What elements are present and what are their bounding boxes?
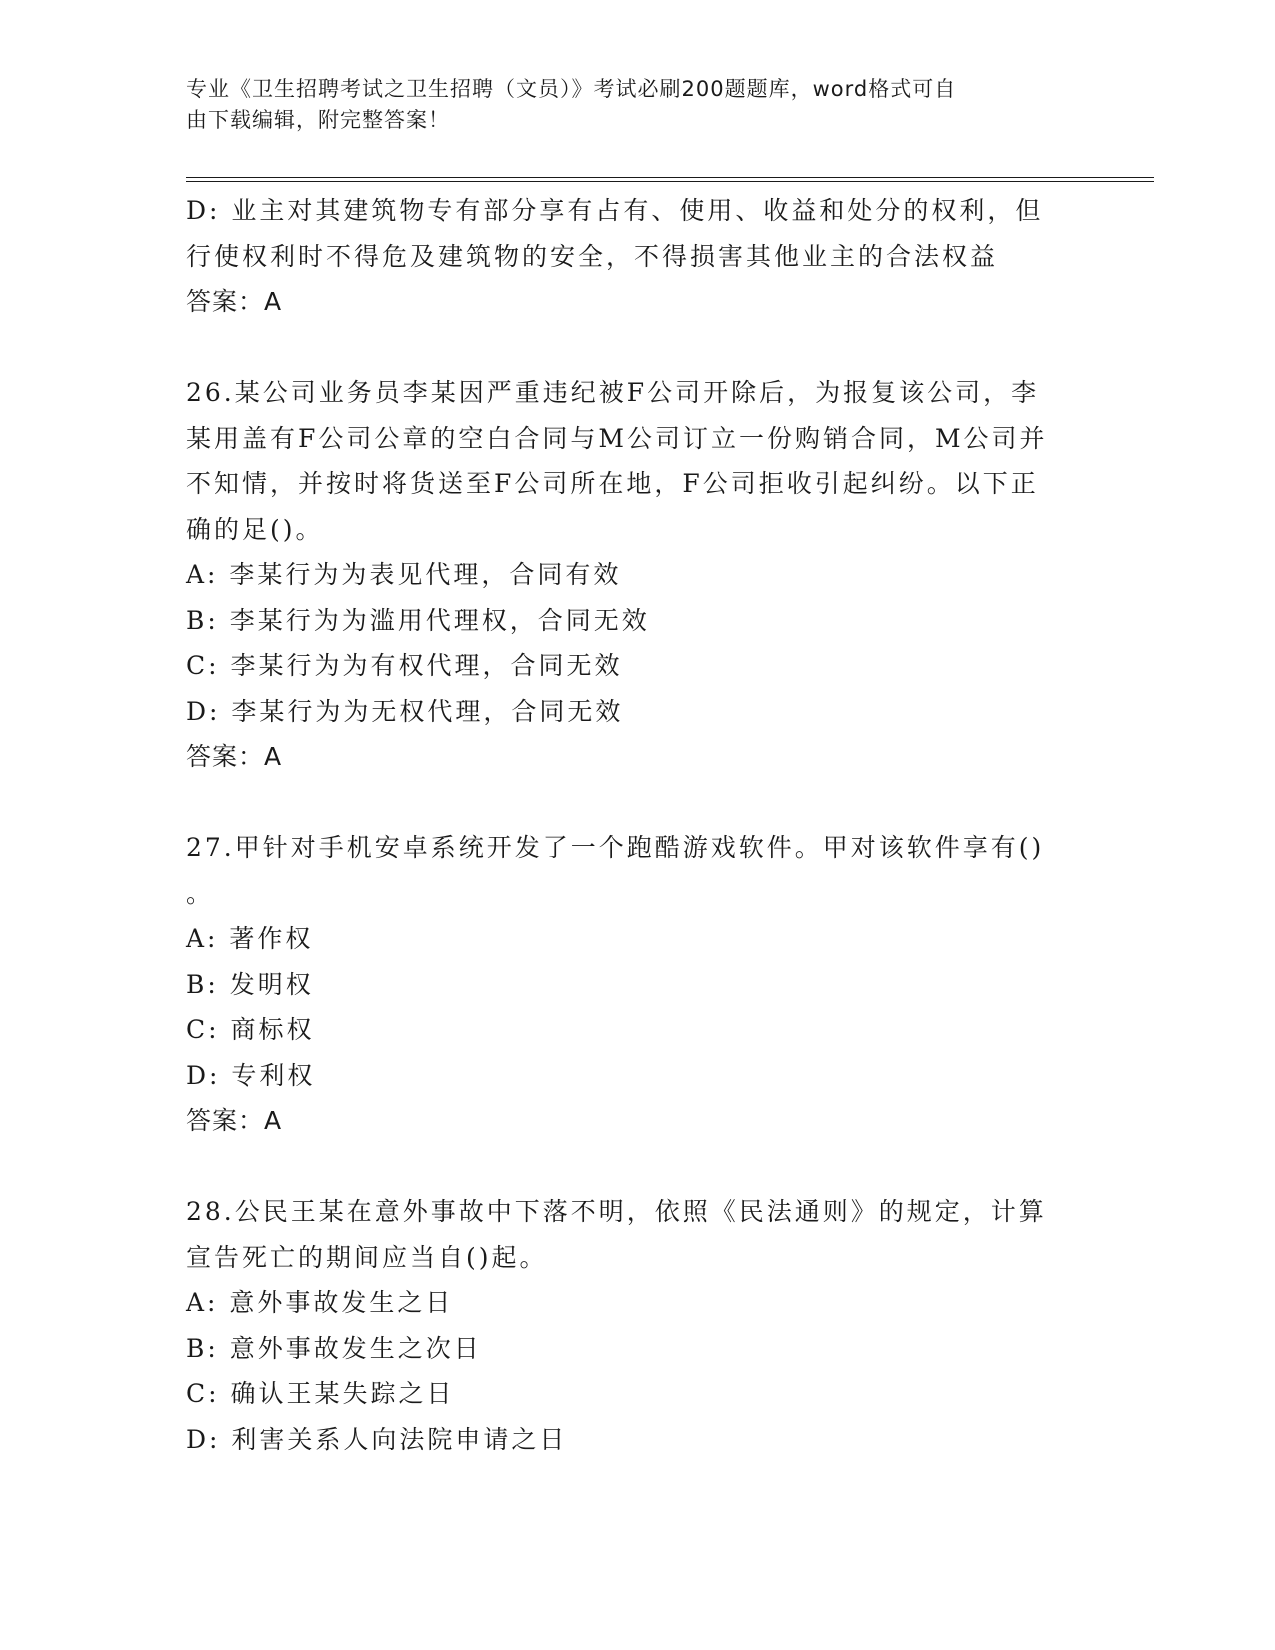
document-header [186, 74, 1066, 136]
option-a: A: 意外事故发生之日 [186, 1288, 454, 1317]
question-stem-line: 某用盖有F公司公章的空白合同与M公司订立一份购销合同，M公司并 [186, 423, 1048, 453]
option-c: C: 李某行为为有权代理，合同无效 [186, 651, 623, 680]
answer-label: 答案：A [186, 742, 283, 771]
answer-label: 答案：A [186, 1106, 283, 1135]
question-stem-line: 28.公民王某在意外事故中下落不明，依照《民法通则》的规定，计算 [186, 1197, 1047, 1226]
option-b: B: 发明权 [186, 969, 314, 999]
header-line-1: 专业《卫生招聘考试之卫生招聘（文员）》考试必刷200题题库，word格式可自 [186, 77, 957, 101]
spacer [186, 780, 1086, 826]
question-stem-line: 不知情，并按时将货送至F公司所在地，F公司拒收引起纠纷。以下正 [186, 469, 1039, 498]
question-25-tail [186, 188, 1086, 325]
header-line-2: 由下载编辑，附完整答案！ [186, 108, 450, 132]
option-d: D: 李某行为为无权代理，合同无效 [186, 696, 624, 726]
option-b: B: 李某行为为滥用代理权，合同无效 [186, 605, 650, 635]
option-d: D: 利害关系人向法院申请之日 [186, 1424, 568, 1454]
option-b: B: 意外事故发生之次日 [186, 1333, 482, 1363]
spacer [186, 325, 1086, 371]
question-26 [186, 370, 1086, 780]
option-d-line-2: 行使权利时不得危及建筑物的安全，不得损害其他业主的合法权益 [186, 241, 999, 271]
option-d: D: 专利权 [186, 1060, 316, 1090]
option-c: C: 确认王某失踪之日 [186, 1379, 455, 1408]
option-d-line-1: D: 业主对其建筑物专有部分享有占有、使用、收益和处分的权利，但 [186, 196, 1044, 225]
question-27 [186, 825, 1086, 1144]
document-body [186, 188, 1086, 1462]
question-stem-line: 确的足()。 [186, 514, 324, 544]
question-stem-line: 27.甲针对手机安卓系统开发了一个跑酷游戏软件。甲对该软件享有() [186, 833, 1045, 862]
header-rule-bottom [186, 181, 1154, 182]
question-stem-line: 宣告死亡的期间应当自()起。 [186, 1242, 548, 1272]
question-stem-line: 26.某公司业务员李某因严重违纪被F公司开除后，为报复该公司，李 [186, 378, 1040, 407]
question-stem-line: 。 [186, 878, 215, 908]
answer-label: 答案：A [186, 287, 283, 316]
option-a: A: 著作权 [186, 924, 314, 953]
option-c: C: 商标权 [186, 1015, 315, 1044]
question-28 [186, 1189, 1086, 1462]
option-a: A: 李某行为为表见代理，合同有效 [186, 560, 622, 589]
header-rule-top [186, 177, 1154, 178]
spacer [186, 1144, 1086, 1190]
